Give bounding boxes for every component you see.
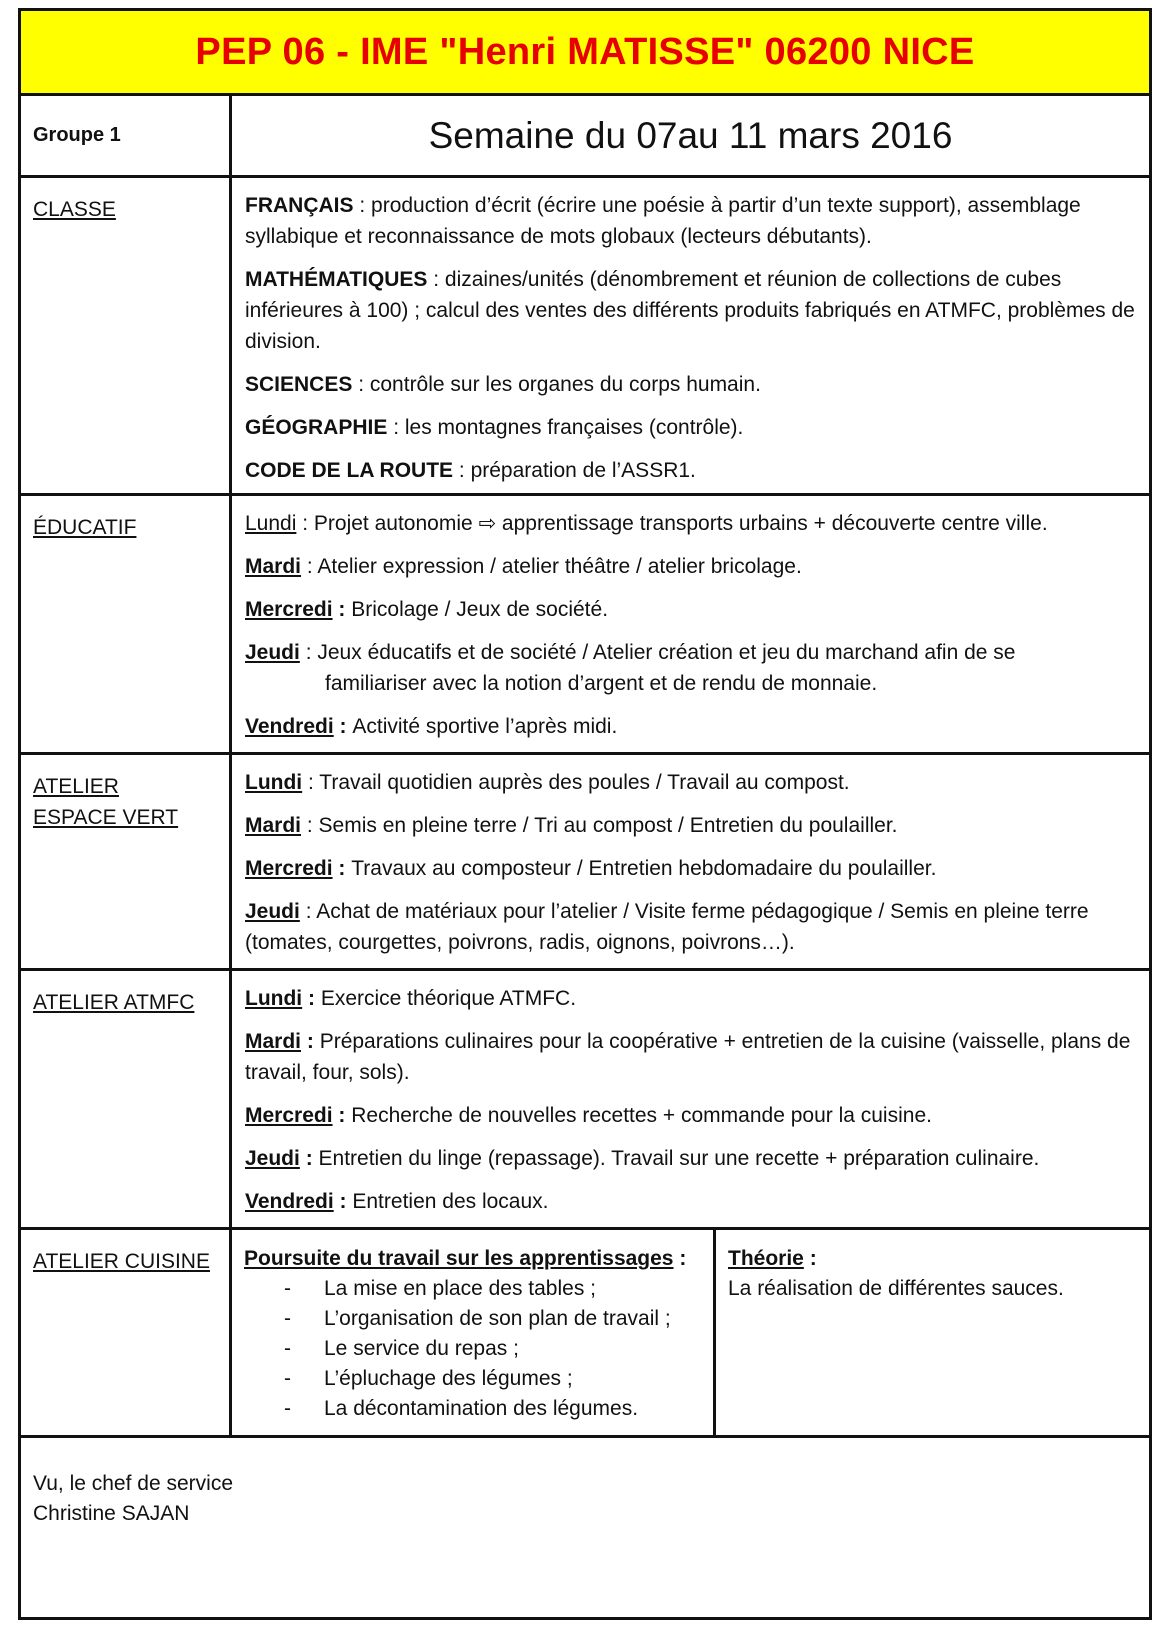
day-entry xyxy=(245,1026,1137,1088)
signature-title: Vu, le chef de service xyxy=(33,1472,233,1495)
day-name: Jeudi xyxy=(245,900,300,923)
day-name: Jeudi xyxy=(245,1147,300,1170)
separator: : xyxy=(387,416,405,439)
separator: : xyxy=(673,1247,687,1270)
atmfc-label-cell xyxy=(21,971,232,1227)
separator: : xyxy=(333,1190,353,1213)
dash-bullet: - xyxy=(284,1367,291,1390)
theory-text: La réalisation de différentes sauces. xyxy=(728,1277,1064,1300)
atmfc-row xyxy=(21,971,1149,1230)
day-text: Recherche de nouvelles recettes + commande pour la cuisine. xyxy=(351,1104,932,1127)
page-title: PEP 06 - IME "Henri MATISSE" 06200 NICE xyxy=(195,30,975,73)
day-name: Vendredi xyxy=(245,715,334,738)
list-item xyxy=(244,1394,701,1424)
subject-text: production d’écrit (écrire une poésie à partir d’un texte support), assemblage syllabique et reconnaissance de mots globaux (lecteurs débutants). xyxy=(245,194,1081,248)
group-label: Groupe 1 xyxy=(33,124,121,146)
day-text: Bricolage / Jeux de société. xyxy=(351,598,609,621)
day-entry xyxy=(245,551,1137,582)
separator: : xyxy=(299,900,317,923)
day-name: Mercredi xyxy=(245,1104,333,1127)
cuisine-apprentissages xyxy=(232,1230,716,1435)
day-entry xyxy=(245,896,1137,958)
separator: : xyxy=(332,1104,352,1127)
dash-bullet: - xyxy=(284,1337,291,1360)
atmfc-content xyxy=(232,971,1149,1227)
day-name: Jeudi xyxy=(245,641,300,664)
day-text: Préparations culinaires pour la coopérative + entretien de la cuisine (vaisselle, plans de travail, four, sols). xyxy=(245,1030,1131,1084)
day-text: Semis en pleine terre / Tri au compost / Entretien du poulailler. xyxy=(318,814,898,837)
subject-name: MATHÉMATIQUES xyxy=(245,268,428,291)
separator: : xyxy=(296,512,314,535)
day-text: Exercice théorique ATMFC. xyxy=(320,987,577,1010)
subject-name: CODE DE LA ROUTE xyxy=(245,459,454,482)
group-cell xyxy=(21,96,232,175)
subject-name: GÉOGRAPHIE xyxy=(245,416,388,439)
subject-entry xyxy=(245,264,1137,357)
educatif-label-cell xyxy=(21,496,232,752)
day-entry xyxy=(245,767,1137,798)
list-item xyxy=(244,1274,701,1304)
classe-label-cell xyxy=(21,178,232,493)
week-row xyxy=(21,96,1149,178)
separator: : xyxy=(332,598,352,621)
day-name: Mercredi xyxy=(245,857,333,880)
separator: : xyxy=(301,1030,320,1053)
theory-heading xyxy=(728,1244,1137,1274)
cuisine-theorie xyxy=(716,1230,1149,1435)
subject-name: SCIENCES xyxy=(245,373,353,396)
separator: : xyxy=(302,771,320,794)
section-label-educatif: ÉDUCATIF xyxy=(33,516,137,539)
day-entry xyxy=(245,1100,1137,1131)
espace-vert-row xyxy=(21,755,1149,971)
subject-text: contrôle sur les organes du corps humain. xyxy=(369,373,761,396)
day-text: Entretien des locaux. xyxy=(352,1190,549,1213)
day-name: Mercredi xyxy=(245,598,333,621)
day-text: Activité sportive l’après midi. xyxy=(352,715,618,738)
separator: : xyxy=(332,857,352,880)
schedule-sheet xyxy=(18,8,1152,1620)
week-cell xyxy=(232,96,1149,175)
cuisine-label-cell xyxy=(21,1230,232,1435)
dash-bullet: - xyxy=(284,1277,291,1300)
section-label-classe: CLASSE xyxy=(33,198,116,221)
separator: : xyxy=(427,268,445,291)
separator: : xyxy=(299,641,318,664)
day-text-continued: familiariser avec la notion d’argent et de rendu de monnaie. xyxy=(325,672,878,695)
section-label-atmfc: ATELIER ATMFC xyxy=(33,991,195,1014)
subject-entry xyxy=(245,190,1137,252)
day-name: Mardi xyxy=(245,814,302,837)
cuisine-heading-text: Poursuite du travail sur les apprentissages xyxy=(244,1247,674,1270)
subject-entry xyxy=(245,412,1137,443)
apprentissage-list xyxy=(244,1274,701,1424)
subject-text: les montagnes françaises (contrôle). xyxy=(404,416,744,439)
day-entry xyxy=(245,853,1137,884)
subject-entry xyxy=(245,369,1137,400)
dash-bullet: - xyxy=(284,1397,291,1420)
section-label-espace-vert: ESPACE VERT xyxy=(33,806,179,829)
separator: : xyxy=(299,1147,319,1170)
day-entry xyxy=(245,1143,1137,1174)
day-name: Lundi xyxy=(245,771,303,794)
cuisine-row xyxy=(21,1230,1149,1438)
list-item xyxy=(244,1334,701,1364)
day-entry xyxy=(245,711,1137,742)
list-item-text: L’épluchage des légumes ; xyxy=(324,1367,573,1390)
day-text: Travail quotidien auprès des poules / Travail au compost. xyxy=(319,771,850,794)
week-title: Semaine du 07au 11 mars 2016 xyxy=(428,114,953,156)
separator: : xyxy=(352,373,370,396)
educatif-row xyxy=(21,496,1149,755)
dash-bullet: - xyxy=(284,1307,291,1330)
day-entry xyxy=(245,637,1137,699)
classe-row xyxy=(21,178,1149,496)
signature-name: Christine SAJAN xyxy=(33,1502,190,1525)
separator: : xyxy=(301,555,318,578)
separator: : xyxy=(453,459,471,482)
subject-name: FRANÇAIS xyxy=(245,194,354,217)
subject-entry xyxy=(245,455,1137,486)
day-entry xyxy=(245,508,1137,539)
separator: : xyxy=(803,1247,817,1270)
cuisine-heading xyxy=(244,1244,701,1274)
day-name: Mardi xyxy=(245,555,302,578)
day-name: Lundi xyxy=(245,987,303,1010)
section-label-cuisine: ATELIER CUISINE xyxy=(33,1250,210,1273)
theory-heading-text: Théorie xyxy=(728,1247,804,1270)
day-entry xyxy=(245,810,1137,841)
day-entry xyxy=(245,1186,1137,1217)
signature-block xyxy=(33,1469,233,1529)
day-name: Lundi xyxy=(245,512,297,535)
espace-vert-label-cell xyxy=(21,755,232,968)
day-text: Achat de matériaux pour l’atelier / Visite ferme pédagogique / Semis en pleine terre (tomates, courgettes, poivrons, radis, oignons, poivrons…). xyxy=(245,900,1089,954)
separator: : xyxy=(333,715,353,738)
day-text: Projet autonomie ⇨ apprentissage transports urbains + découverte centre ville. xyxy=(313,512,1048,535)
educatif-content xyxy=(232,496,1149,752)
day-text: Jeux éducatifs et de société / Atelier création et jeu du marchand afin de se xyxy=(317,641,1016,664)
section-label-atelier: ATELIER xyxy=(33,775,119,798)
list-item xyxy=(244,1364,701,1394)
day-entry xyxy=(245,983,1137,1014)
list-item-text: L’organisation de son plan de travail ; xyxy=(324,1307,671,1330)
day-text: Atelier expression / atelier théâtre / atelier bricolage. xyxy=(317,555,802,578)
list-item xyxy=(244,1304,701,1334)
subject-text: dizaines/unités (dénombrement et réunion de collections de cubes inférieures à 100) ; calcul des ventes des différents produits fabriqués en ATMFC, problèmes de division. xyxy=(245,268,1135,353)
list-item-text: Le service du repas ; xyxy=(324,1337,519,1360)
classe-content xyxy=(232,178,1149,493)
separator: : xyxy=(301,814,319,837)
header-banner xyxy=(21,11,1149,96)
list-item-text: La décontamination des légumes. xyxy=(324,1397,639,1420)
subject-text: préparation de l’ASSR1. xyxy=(470,459,696,482)
separator: : xyxy=(353,194,372,217)
day-name: Vendredi xyxy=(245,1190,334,1213)
day-name: Mardi xyxy=(245,1030,302,1053)
list-item-text: La mise en place des tables ; xyxy=(324,1277,596,1300)
espace-vert-content xyxy=(232,755,1149,968)
separator: : xyxy=(302,987,321,1010)
day-text: Travaux au composteur / Entretien hebdomadaire du poulailler. xyxy=(351,857,937,880)
day-text: Entretien du linge (repassage). Travail sur une recette + préparation culinaire. xyxy=(318,1147,1040,1170)
day-entry xyxy=(245,594,1137,625)
